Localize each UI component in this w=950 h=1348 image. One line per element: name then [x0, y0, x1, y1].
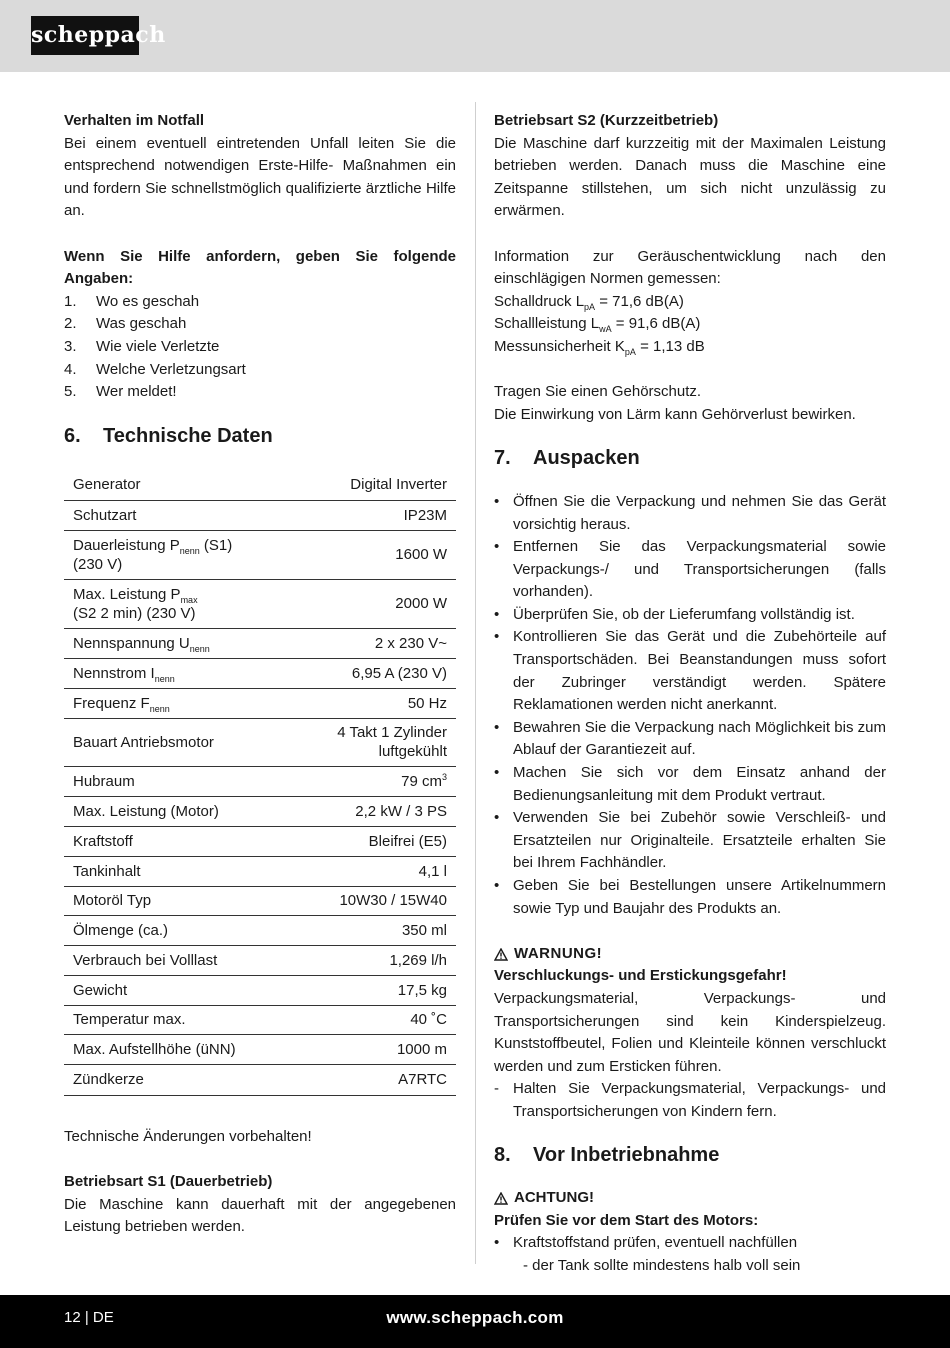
- list-item: • Verwenden Sie bei Zubehör sowie Verschleiß- und Ersatzteilen nur Originalteile. Ersatzteile erhalten Sie bei Ihrem Fachhändler.: [494, 809, 886, 872]
- table-row: Nennspannung $U_{nenn}$ 2 x 230 V~: [64, 628, 456, 658]
- page-footer: [0, 1295, 950, 1348]
- list-item: - Halten Sie Verpackungsmaterial, Verpackungs- und Transportsicherungen von Kindern fern.: [494, 1080, 886, 1120]
- table-row: Schutzart IP23M: [64, 500, 456, 530]
- warning-text: Verpackungsmaterial, Verpackungs- und Transportsicherungen sind kein Kinderspielzeug. Kunststoffbeutel, Folien und Kleinteile können verschluckt werden und zum Ersticken führen.: [494, 989, 886, 1075]
- sound-pressure: Schalldruck $L_{pA} = 71,6$ dB(A): [494, 292, 684, 312]
- page-header: [0, 0, 950, 72]
- list-item: 3. Wie viele Verletzte: [64, 337, 220, 355]
- caution-list: [494, 1232, 886, 1277]
- list-item: 1. Wo es geschah: [64, 292, 200, 310]
- unpacking-list: [494, 491, 886, 920]
- table-row: Dauerleistung $P_{nenn}$ (S1) (230 V) 1600 W: [64, 530, 456, 579]
- list-item: 5. Wer meldet!: [64, 383, 177, 401]
- noise-intro: Information zur Geräuschentwicklung nach den einschlägigen Normen gemessen:: [494, 247, 886, 288]
- list-item: 4. Welche Verletzungsart: [64, 360, 246, 378]
- noise-hint-1: Tragen Sie einen Gehörschutz.: [494, 383, 702, 401]
- emergency-title: Verhalten im Notfall: [64, 112, 205, 129]
- warning-subtitle: Verschluckungs- und Erstickungsgefahr!: [494, 967, 787, 985]
- warning-triangle-icon: [494, 948, 508, 961]
- s1-text: Die Maschine kann dauerhaft mit der angegebenen Leistung betrieben werden.: [64, 1195, 456, 1236]
- table-row: Max. Aufstellhöhe (üNN) 1000 m: [64, 1034, 456, 1064]
- table-row: Ölmenge (ca.) 350 ml: [64, 915, 456, 945]
- warning-triangle-icon: [494, 1192, 508, 1205]
- section-6-heading: 6. Technische Daten: [64, 424, 273, 447]
- help-title: Wenn Sie Hilfe anfordern, geben Sie folgende Angaben:: [64, 247, 456, 288]
- list-item: • Entfernen Sie das Verpackungsmaterial sowie Verpackungs-/ und Transportsicherungen (falls vorhanden).: [494, 538, 886, 601]
- warning-label: WARNUNG!: [494, 943, 886, 966]
- sound-power: Schallleistung $L_{wA} = 91,6$ dB(A): [494, 315, 701, 335]
- emergency-text: Bei einem eventuell eintretenden Unfall leiten Sie die entsprechend notwendigen Erste-Hilfe- Maßnahmen ein und fordern Sie schnellstmöglich qualifizierte ärztliche Hilfe an.: [64, 134, 456, 220]
- left-column: [64, 110, 456, 1239]
- table-row: Generator Digital Inverter: [64, 469, 456, 500]
- section-8-heading: 8. Vor Inbetriebnahme: [494, 1143, 720, 1166]
- table-row: Verbrauch bei Volllast 1,269 l/h: [64, 945, 456, 975]
- table-row: Zündkerze A7RTC: [64, 1064, 456, 1095]
- section-7-heading: 7. Auspacken: [494, 447, 640, 470]
- column-divider: [475, 102, 476, 1264]
- noise-hint-2: Die Einwirkung von Lärm kann Gehörverlust bewirken.: [494, 405, 856, 423]
- table-row: Frequenz $F_{nenn}$ 50 Hz: [64, 688, 456, 718]
- table-row: Max. Leistung $P_{max}$ (S2 2 min) (230 V) 2000 W: [64, 579, 456, 628]
- list-item: • Kontrollieren Sie das Gerät und die Zubehörteile auf Transportschäden. Bei Beanstandungen muss sofort der Zubringer verständigt werden. Spätere Reklamationen werden nicht anerkannt.: [494, 628, 886, 714]
- caution-label: ACHTUNG!: [494, 1187, 886, 1210]
- table-row: Bauart Antriebsmotor 4 Takt 1 Zylinder luftgekühlt: [64, 718, 456, 766]
- spec-table: [64, 469, 456, 1096]
- s2-text: Die Maschine darf kurzzeitig mit der Maximalen Leistung betrieben werden. Danach muss die Maschine eine Zeitspanne stillstehen, um sich nicht unzulässig zu erwärmen.: [494, 134, 886, 220]
- s2-title: Betriebsart S2 (Kurzzeitbetrieb): [494, 112, 719, 129]
- list-item: 2. Was geschah: [64, 315, 187, 333]
- warning-dash-list: [494, 1078, 886, 1123]
- scheppach-logo: scheppach: [31, 16, 139, 55]
- table-row: Tankinhalt 4,1 l: [64, 856, 456, 886]
- table-row: Gewicht 17,5 kg: [64, 975, 456, 1005]
- list-item: • Öffnen Sie die Verpackung und nehmen Sie das Gerät vorsichtig heraus.: [494, 492, 886, 533]
- right-column: [494, 110, 886, 1278]
- table-row: Max. Leistung (Motor) 2,2 kW / 3 PS: [64, 796, 456, 826]
- table-row: Kraftstoff Bleifrei (E5): [64, 826, 456, 856]
- table-row: Motoröl Typ 10W30 / 15W40: [64, 886, 456, 915]
- page-number: 12 | DE: [64, 1309, 114, 1326]
- caution-subtitle: Prüfen Sie vor dem Start des Motors:: [494, 1211, 759, 1229]
- list-item: • Überprüfen Sie, ob der Lieferumfang vollständig ist.: [494, 605, 855, 623]
- list-item: • Kraftstoffstand prüfen, eventuell nachfüllen - der Tank sollte mindestens halb voll sein: [494, 1234, 801, 1274]
- table-row: Hubraum 79 $cm^3$: [64, 766, 456, 796]
- tech-note: Technische Änderungen vorbehalten!: [64, 1127, 312, 1145]
- s1-title: Betriebsart S1 (Dauerbetrieb): [64, 1173, 273, 1190]
- list-item: • Geben Sie bei Bestellungen unsere Artikelnummern sowie Typ und Baujahr des Produkts an.: [494, 877, 886, 917]
- uncertainty: Messunsicherheit $K_{pA} = 1,13$ dB: [494, 337, 705, 357]
- list-item: • Machen Sie sich vor dem Einsatz anhand der Bedienungsanleitung mit dem Produkt vertraut.: [494, 764, 886, 804]
- table-row: Temperatur max. 40 ˚C: [64, 1005, 456, 1034]
- table-row: Nennstrom $I_{nenn}$ 6,95 A (230 V): [64, 658, 456, 688]
- website-url: www.scheppach.com: [386, 1308, 564, 1327]
- list-item: • Bewahren Sie die Verpackung nach Möglichkeit bis zum Ablauf der Garantiezeit auf.: [494, 718, 886, 759]
- help-list: [64, 291, 456, 404]
